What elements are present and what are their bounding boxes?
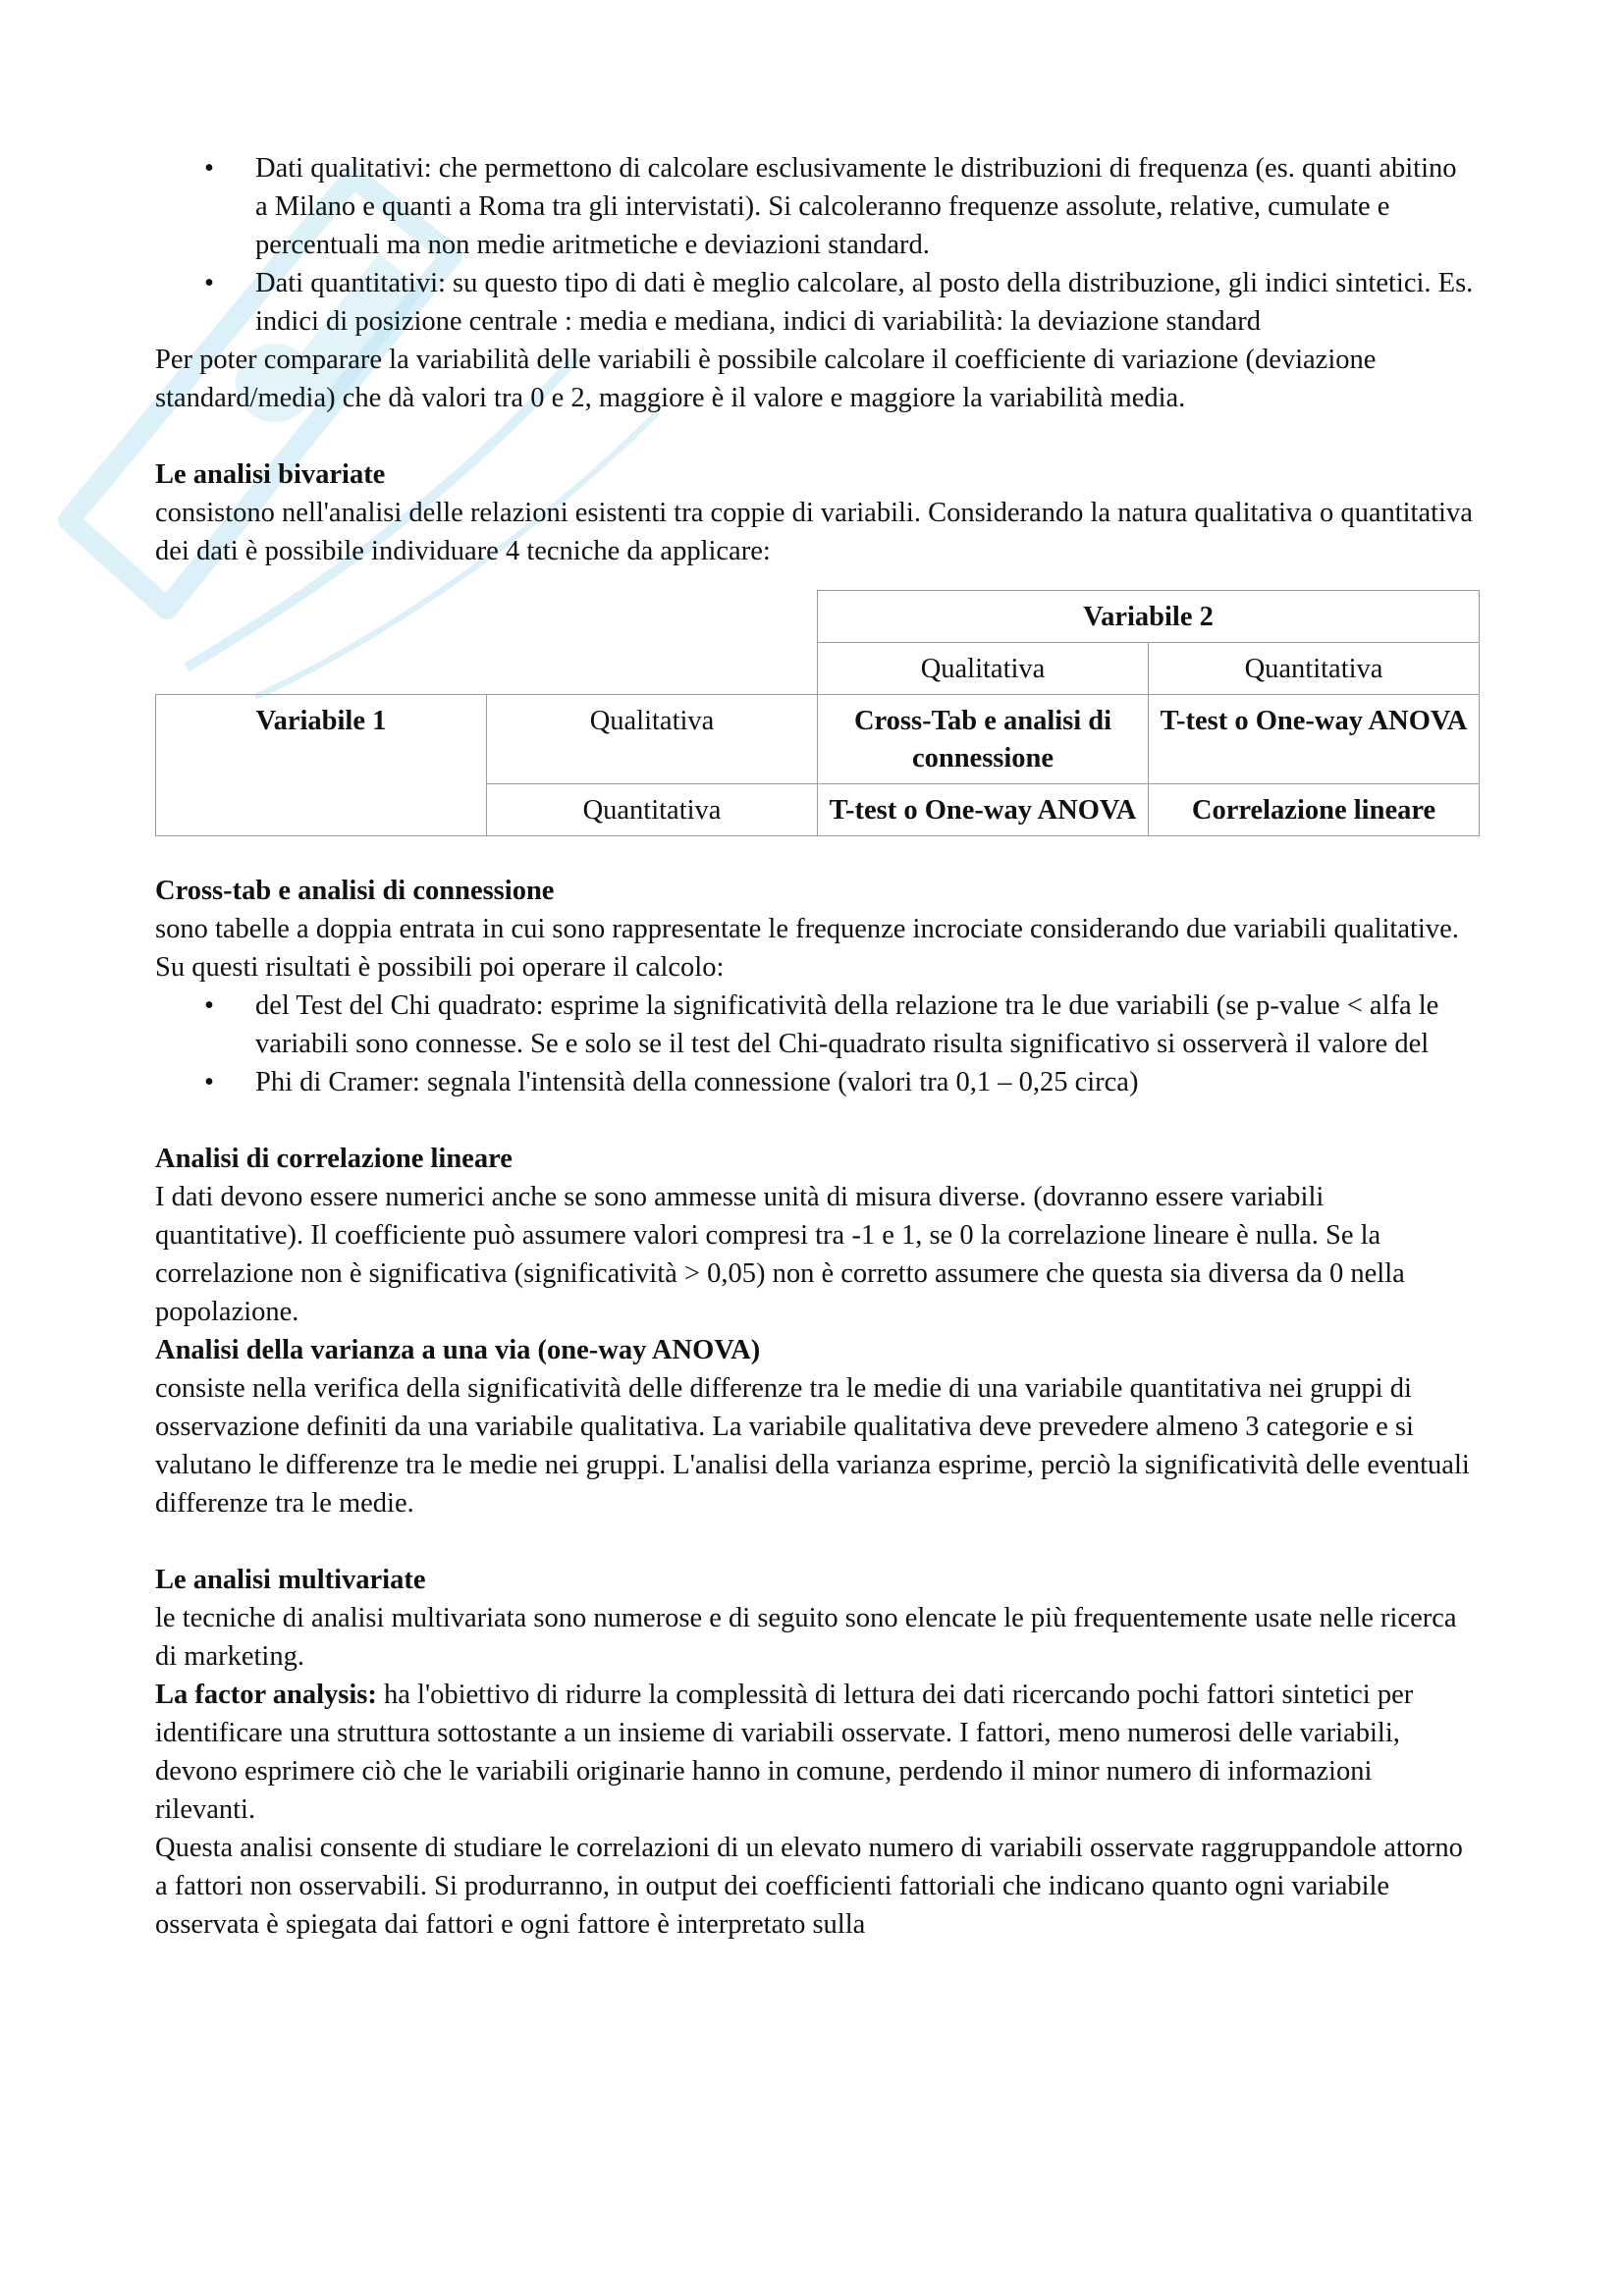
table-cell-qual-quant: T-test o One-way ANOVA bbox=[1149, 695, 1480, 784]
list-item: • del Test del Chi quadrato: esprime la significatività della relazione tra le due variabili (se p-value < alfa le variabili sono connesse. Se e solo se il test del Chi-quadrato risulta significativo si osserverà il valore del bbox=[155, 987, 1476, 1063]
table-header-variabile-1: Variabile 1 bbox=[156, 695, 487, 836]
correlation-text: I dati devono essere numerici anche se sono ammesse unità di misura diverse. (dovranno essere variabili quantitative). Il coefficiente può assumere valori compresi tra -1 e 1, se 0 la correlazione lineare è nulla. Se la correlazione non è significativa (significatività > 0,05) non è corretto assumere che questa sia diversa da 0 nella popolazione. bbox=[155, 1182, 1405, 1327]
anova-heading: Analisi della varianza a una via (one-way ANOVA) bbox=[155, 1335, 761, 1365]
table-empty-cell bbox=[156, 591, 487, 643]
table-cell-quant-qual: T-test o One-way ANOVA bbox=[818, 784, 1149, 836]
table-header-variabile-2: Variabile 2 bbox=[818, 591, 1480, 643]
table-row bbox=[156, 643, 1480, 695]
crosstab-text: sono tabelle a doppia entrata in cui sono rappresentate le frequenze incrociate considerando due variabili qualitative. Su questi risultati è possibili poi operare il calcolo: bbox=[155, 914, 1459, 983]
techniques-table bbox=[155, 590, 1480, 836]
bivariate-text: consistono nell'analisi delle relazioni esistenti tra coppie di variabili. Considerando la natura qualitativa o quantitativa dei dati è possibile individuare 4 tecniche da applicare: bbox=[155, 498, 1473, 566]
table-empty-cell bbox=[156, 643, 487, 695]
intro-bullet-list bbox=[155, 149, 1476, 341]
crosstab-bullet-list bbox=[155, 987, 1476, 1101]
table-row bbox=[156, 591, 1480, 643]
table-row bbox=[156, 695, 1480, 784]
document-page bbox=[155, 149, 1476, 1944]
factor-analysis-paragraph bbox=[155, 1676, 1476, 1829]
bivariate-heading: Le analisi bivariate bbox=[155, 459, 386, 490]
anova-text: consiste nella verifica della significatività delle differenze tra le medie di una variabile quantitativa nei gruppi di osservazione definiti da una variabile qualitativa. La variabile qualitativa deve prevedere almeno 3 categorie e si valutano le differenze tra le medie nei gruppi. L'analisi della varianza esprime, perciò la significatività delle eventuali differenze tra le medie. bbox=[155, 1373, 1470, 1519]
list-item: • Dati quantitativi: su questo tipo di dati è meglio calcolare, al posto della distribuzione, gli indici sintetici. Es. indici di posizione centrale : media e mediana, indici di variabilità: la deviazione standard bbox=[155, 264, 1476, 341]
table-col-quantitativa: Quantitativa bbox=[1149, 643, 1480, 695]
table-row-qualitativa: Qualitativa bbox=[487, 695, 818, 784]
table-empty-cell bbox=[487, 591, 818, 643]
table-col-qualitativa: Qualitativa bbox=[818, 643, 1149, 695]
multivariate-heading: Le analisi multivariate bbox=[155, 1565, 426, 1595]
list-item: • Phi di Cramer: segnala l'intensità della connessione (valori tra 0,1 – 0,25 circa) bbox=[155, 1063, 1476, 1101]
list-item: • Dati qualitativi: che permettono di calcolare esclusivamente le distribuzioni di frequenza (es. quanti abitino a Milano e quanti a Roma tra gli intervistati). Si calcoleranno frequenze assolute, relative, cumulate e percentuali ma non medie aritmetiche e deviazioni standard. bbox=[155, 149, 1476, 264]
multivariate-text: le tecniche di analisi multivariata sono numerose e di seguito sono elencate le più frequentemente usate nelle ricerca di marketing. bbox=[155, 1603, 1457, 1672]
crosstab-heading: Cross-tab e analisi di connessione bbox=[155, 876, 555, 906]
table-cell-qual-qual: Cross-Tab e analisi di connessione bbox=[818, 695, 1149, 784]
factor-analysis-text: ha l'obiettivo di ridurre la complessità di lettura dei dati ricercando pochi fattori sintetici per identificare una struttura sottostante a un insieme di variabili osservate. I fattori, meno numerosi delle variabili, devono esprimere ciò che le variabili originarie hanno in comune, perdendo il minor numero di informazioni rilevanti. bbox=[155, 1680, 1414, 1825]
table-cell-quant-quant: Correlazione lineare bbox=[1149, 784, 1480, 836]
table-empty-cell bbox=[487, 643, 818, 695]
intro-paragraph: Per poter comparare la variabilità delle variabili è possibile calcolare il coefficiente di variazione (deviazione standard/media) che dà valori tra 0 e 2, maggiore è il valore e maggiore la variabilità media. bbox=[155, 345, 1377, 413]
table-row-quantitativa: Quantitativa bbox=[487, 784, 818, 836]
factor-analysis-label: La factor analysis: bbox=[155, 1680, 377, 1710]
factor-analysis-paragraph-2: Questa analisi consente di studiare le correlazioni di un elevato numero di variabili osservate raggruppandole attorno a fattori non osservabili. Si produrranno, in output dei coefficienti fattoriali che indicano quanto ogni variabile osservata è spiegata dai fattori e ogni fattore è interpretato sulla bbox=[155, 1833, 1463, 1940]
correlation-heading: Analisi di correlazione lineare bbox=[155, 1144, 513, 1174]
